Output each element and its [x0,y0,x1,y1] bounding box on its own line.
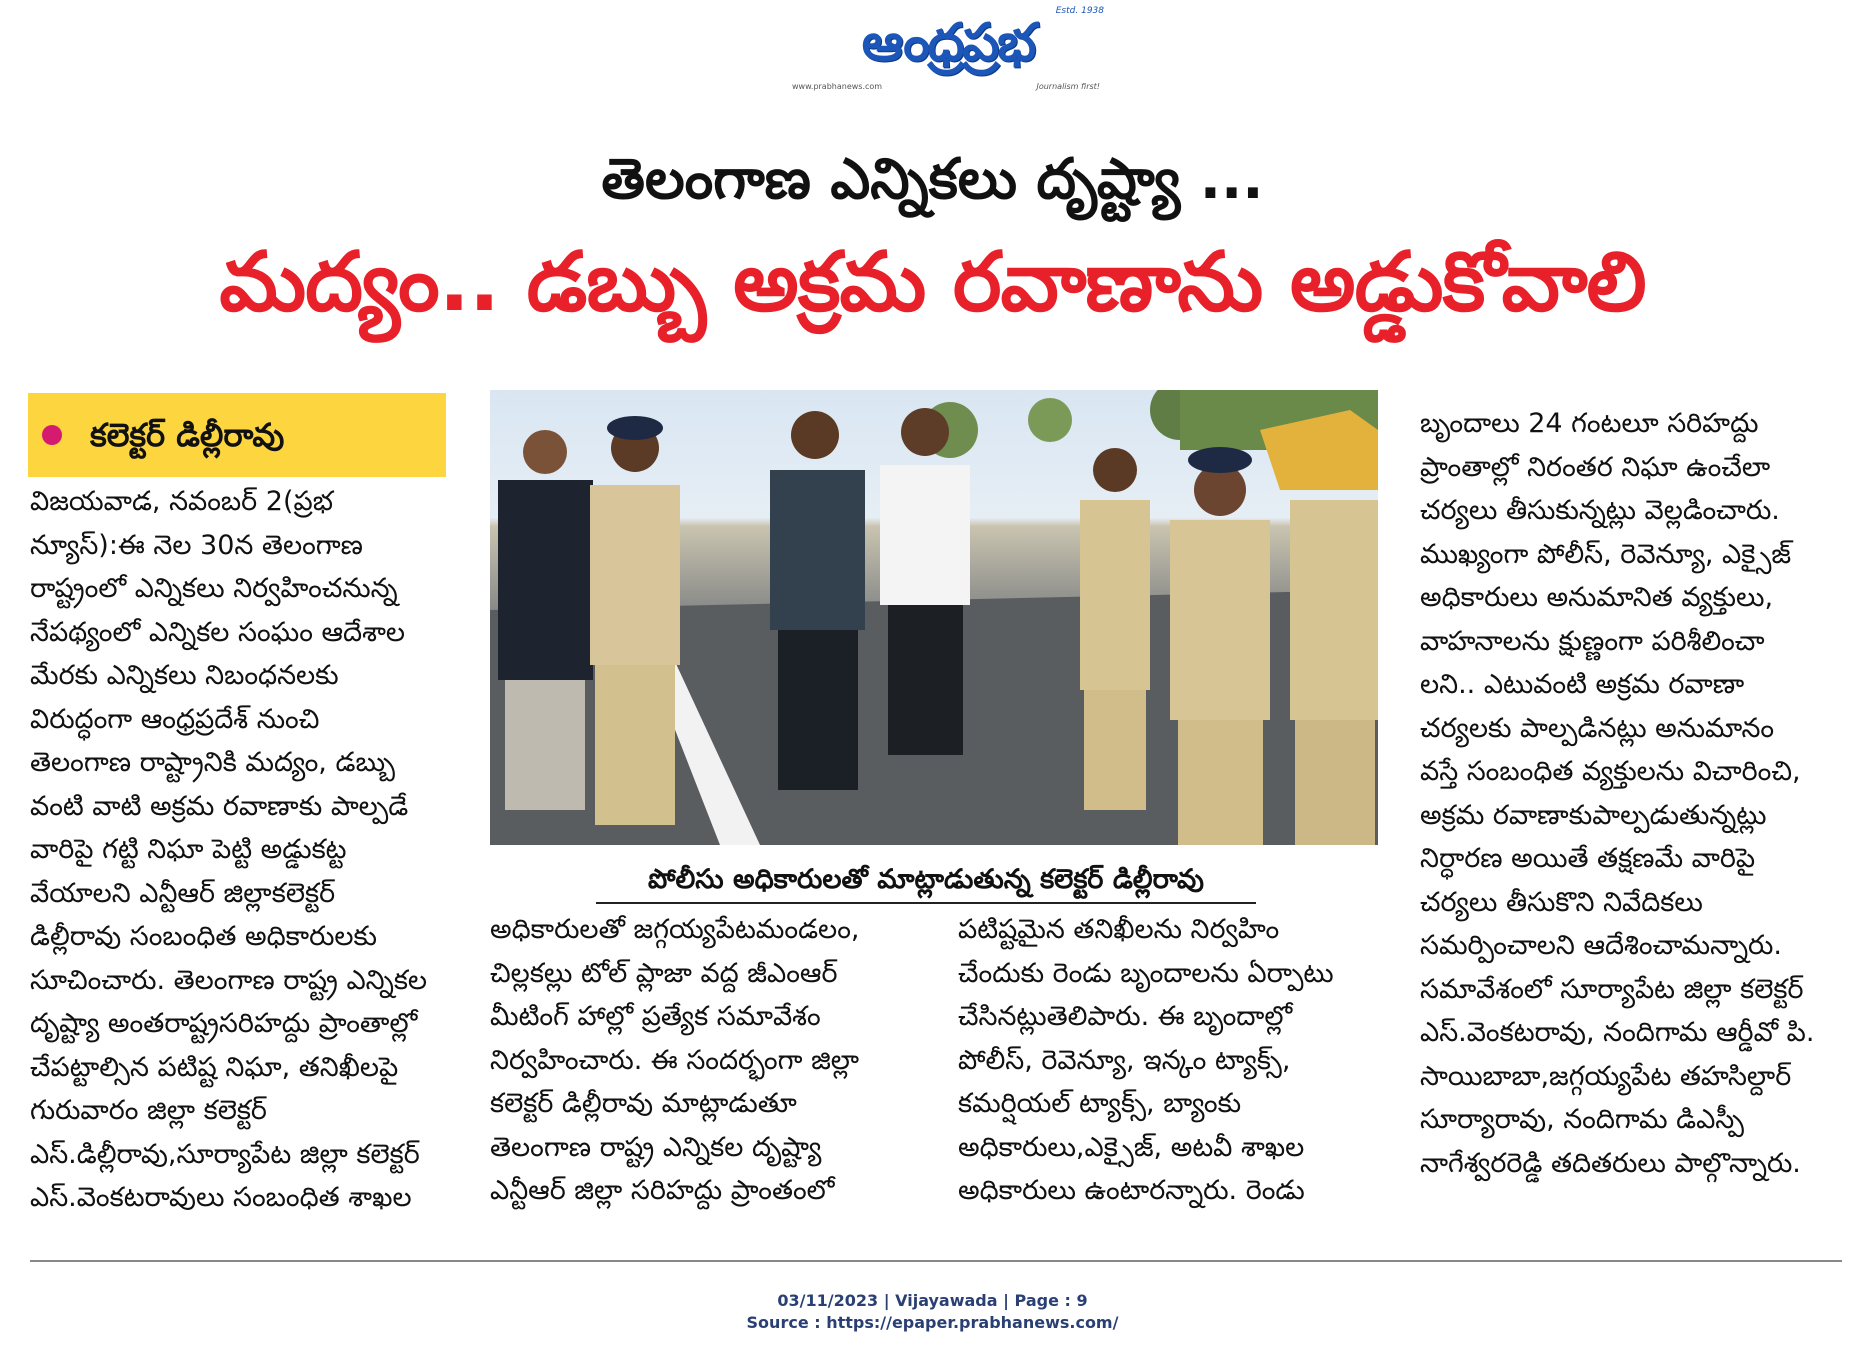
article-text-line: వంటి వాటి అక్రమ రవాణాకు పాల్పడే [30,790,409,822]
article-text-line: నేపథ్యంలో ఎన్నికల సంఘం ఆదేశాల [30,616,406,648]
article-text-line: వస్తే సంబంధిత వ్యక్తులను విచారించి, [1420,756,1801,787]
article-text-line: నాగేశ్వరరెడ్డి తదితరులు పాల్గొన్నారు. [1420,1147,1801,1179]
article-text-line: వారిపై గట్టి నిఘా పెట్టి అడ్డుకట్ట [30,834,347,865]
article-text-line: ఎస్.డిల్లీరావు,సూర్యాపేట జిల్లా కలెక్టర్ [30,1138,420,1170]
article-text-line: చర్యలు తీసుకొని నివేదికలు [1420,886,1703,918]
article-text-line: సూర్యారావు, నందిగామ డిఎస్పీ [1420,1104,1745,1135]
article-text-line: కమర్షియల్ ట్యాక్స్, బ్యాంకు [958,1088,1242,1119]
byline-text: కలెక్టర్ డిల్లీరావు [90,416,285,454]
article-text-line: గురువారం జిల్లా కలెక్టర్ [30,1095,267,1126]
article-text-line: న్యూస్):ఈ నెల 30న తెలంగాణ [30,529,363,561]
article-text-line: సమావేశంలో సూర్యాపేట జిల్లా కలెక్టర్ [1420,973,1804,1005]
article-text-line: చేసినట్లుతెలిపారు. ఈ బృందాల్లో [958,1001,1293,1032]
article-text-line: సూచించారు. తెలంగాణ రాష్ట్ర ఎన్నికల [30,964,428,996]
article-text-line: చర్యలు తీసుకున్నట్లు వెల్లడించారు. [1420,495,1780,526]
footer-source-line: Source : https://epaper.prabhanews.com/ [746,1313,1119,1332]
article-text-line: ఎస్.వెంకటరావు, నందిగామ ఆర్డీవో పి. [1420,1017,1815,1048]
article-text-line: అధికారులు ఉంటారన్నారు. రెండు [958,1175,1305,1206]
article-text-line: చిల్లకల్లు టోల్ ప్లాజా వద్ద జీఎంఆర్ [490,957,838,989]
masthead-url: www.prabhanews.com [792,82,883,91]
news-photo [490,390,1378,845]
footer-date-line: 03/11/2023 | Vijayawada | Page : 9 [777,1291,1088,1310]
article-text-line: చేందుకు రెండు బృందాలను ఏర్పాటు [958,957,1334,989]
article-headline: మద్యం.. డబ్బు అక్రమ రవాణాను అడ్డుకోవాలి [219,235,1646,330]
masthead [780,6,1110,98]
article-text-line: నిర్వహించారు. ఈ సందర్భంగా జిల్లా [490,1044,860,1076]
article-text-line: విరుద్ధంగా ఆంధ్రప్రదేశ్ నుంచి [30,703,320,735]
article-column-4 [1420,402,1850,1185]
page-footer [0,1290,1865,1334]
article-text-line: ఎస్.వెంకటరావులు సంబంధిత శాఖల [30,1182,412,1213]
article-text-line: చేపట్టాల్సిన పటిష్ట నిఘా, తనిఖీలపై [30,1051,399,1083]
article-text-line: లని.. ఎటువంటి అక్రమ రవాణా [1420,669,1745,700]
masthead-tagline: Journalism first! [1036,82,1100,91]
article-column-1 [30,480,448,1220]
article-text-line: బృందాలు 24 గంటలూ సరిహద్దు [1420,408,1759,439]
article-text-line: పోలీస్, రెవెన్యూ, ఇన్కం ట్యాక్స్, [958,1044,1291,1076]
article-text-line: మీటింగ్ హాల్లో ప్రత్యేక సమావేశం [490,1001,821,1032]
article-kicker: తెలంగాణ ఎన్నికలు దృష్ట్యా ... [601,147,1264,212]
article-text-line: అధికారులు,ఎక్సైజ్, అటవీ శాఖల [958,1131,1305,1163]
article-text-line: అధికారులు అనుమానిత వ్యక్తులు, [1420,582,1774,613]
bullet-dot-icon [42,425,62,445]
byline-box [28,393,446,477]
article-text-line: తెలంగాణ రాష్ట్రానికి మద్యం, డబ్బు [30,747,396,778]
article-text-line: మేరకు ఎన్నికలు నిబంధనలకు [30,660,339,691]
article-text-line: ప్రాంతాల్లో నిరంతర నిఘా ఉంచేలా [1420,451,1771,483]
article-text-line: చర్యలకు పాల్పడినట్లు అనుమానం [1420,712,1775,744]
article-column-2 [490,908,930,1213]
article-text-line: సమర్పించాలని ఆదేశించామన్నారు. [1420,930,1782,961]
article-column-3 [958,908,1378,1213]
article-text-line: దృష్ట్యా అంతరాష్ట్రసరిహద్దు ప్రాంతాల్లో [30,1008,418,1039]
article-text-line: నిర్ధారణ అయితే తక్షణమే వారిపై [1420,843,1756,874]
article-text-line: సాయిబాబా,జగ్గయ్యపేట తహసిల్దార్ [1420,1060,1792,1092]
article-text-line: డిల్లీరావు సంబంధిత అధికారులకు [30,921,377,952]
photo-caption: పోలీసు అధికారులతో మాట్లాడుతున్న కలెక్టర్ డిల్లీరావు [596,858,1256,904]
article-text-line: అక్రమ రవాణాకుపాల్పడుతున్నట్లు [1420,799,1767,831]
article-text-line: వేయాలని ఎన్టీఆర్ జిల్లాకలెక్టర్ [30,877,336,909]
article-text-line: రాష్ట్రంలో ఎన్నికలు నిర్వహించనున్న [30,573,398,604]
masthead-estd: Estd. 1938 [1055,6,1104,16]
article-text-line: అధికారులతో జగ్గయ్యపేటమండలం, [490,914,860,945]
newspaper-logo: ఆంధ్రప్రభ [861,13,1035,73]
article-text-line: పటిష్టమైన తనిఖీలను నిర్వహిం [958,914,1280,945]
article-text-line: కలెక్టర్ డిల్లీరావు మాట్లాడుతూ [490,1088,797,1119]
article-text-line: తెలంగాణ రాష్ట్ర ఎన్నికల దృష్ట్యా [490,1131,822,1163]
article-text-line: వాహనాలను క్షుణ్ణంగా పరిశీలించా [1420,625,1765,657]
article-text-line: ముఖ్యంగా పోలీస్, రెవెన్యూ, ఎక్సైజ్ [1420,538,1792,570]
bottom-rule [30,1260,1842,1262]
article-text-line: ఎన్టీఆర్ జిల్లా సరిహద్దు ప్రాంతంలో [490,1175,835,1206]
photo-illustration [490,390,1378,845]
article-text-line: విజయవాడ, నవంబర్ 2(ప్రభ [30,486,333,517]
